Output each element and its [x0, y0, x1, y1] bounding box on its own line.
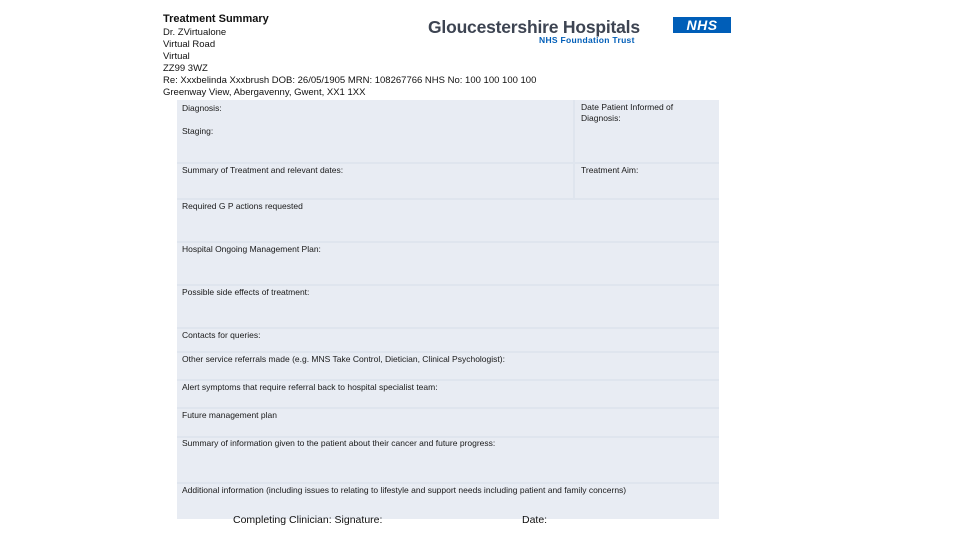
- staging-label: Staging:: [182, 126, 214, 136]
- alert-symptoms-label: Alert symptoms that require referral back to hospital specialist team:: [182, 382, 438, 392]
- side-effects-field[interactable]: [177, 286, 719, 327]
- treatment-summary-form: [177, 100, 719, 519]
- gp-actions-label: Required G P actions requested: [182, 201, 303, 211]
- alert-symptoms-field[interactable]: [177, 381, 719, 407]
- trust-logo: [428, 17, 733, 47]
- date-label: Date:: [522, 514, 548, 526]
- recipient-town: Virtual: [163, 51, 190, 62]
- referrals-label: Other service referrals made (e.g. MNS Take Control, Dietician, Clinical Psychologist):: [182, 354, 505, 364]
- diagnosis-label: Diagnosis:: [182, 103, 222, 113]
- recipient-street: Virtual Road: [163, 39, 216, 50]
- information-given-label: Summary of information given to the patient about their cancer and future progress:: [182, 438, 496, 448]
- diagnosis-field[interactable]: [177, 100, 573, 162]
- contacts-field[interactable]: [177, 329, 719, 351]
- document-title: Treatment Summary: [163, 13, 269, 25]
- signature-footer: [177, 514, 719, 534]
- recipient-postcode: ZZ99 3WZ: [163, 63, 208, 74]
- hospital-plan-field[interactable]: [177, 243, 719, 284]
- treatment-summary-field[interactable]: [177, 164, 573, 198]
- information-given-field[interactable]: [177, 438, 719, 482]
- additional-info-label: Additional information (including issues to relating to lifestyle and support needs including patient and family concerns): [182, 485, 627, 495]
- referrals-field[interactable]: [177, 353, 719, 379]
- future-plan-label: Future management plan: [182, 410, 277, 420]
- logo-trust: NHS Foundation Trust: [539, 35, 635, 45]
- hospital-plan-label: Hospital Ongoing Management Plan:: [182, 244, 321, 254]
- treatment-summary-label: Summary of Treatment and relevant dates:: [182, 165, 344, 175]
- date-informed-field[interactable]: [575, 100, 719, 162]
- future-plan-field[interactable]: [177, 409, 719, 436]
- date-informed-label: Date Patient Informed of Diagnosis:: [581, 102, 674, 123]
- recipient-name: Dr. ZVirtualone: [163, 27, 227, 38]
- signature-label: Completing Clinician: Signature:: [233, 514, 383, 526]
- diagnosis-row: [177, 100, 719, 162]
- patient-address: Greenway View, Abergavenny, Gwent, XX1 1XX: [163, 87, 366, 98]
- treatment-aim-field[interactable]: [575, 164, 719, 198]
- side-effects-label: Possible side effects of treatment:: [182, 287, 310, 297]
- contacts-label: Contacts for queries:: [182, 330, 261, 340]
- treatment-aim-label: Treatment Aim:: [581, 165, 639, 175]
- logo-name: Gloucestershire Hospitals: [428, 17, 640, 37]
- patient-details: Re: Xxxbelinda Xxxbrush DOB: 26/05/1905 MRN: 108267766 NHS No: 100 100 100 100: [163, 75, 537, 86]
- gp-actions-field[interactable]: [177, 200, 719, 241]
- nhs-badge: NHS: [673, 17, 731, 33]
- treatment-row: [177, 164, 719, 198]
